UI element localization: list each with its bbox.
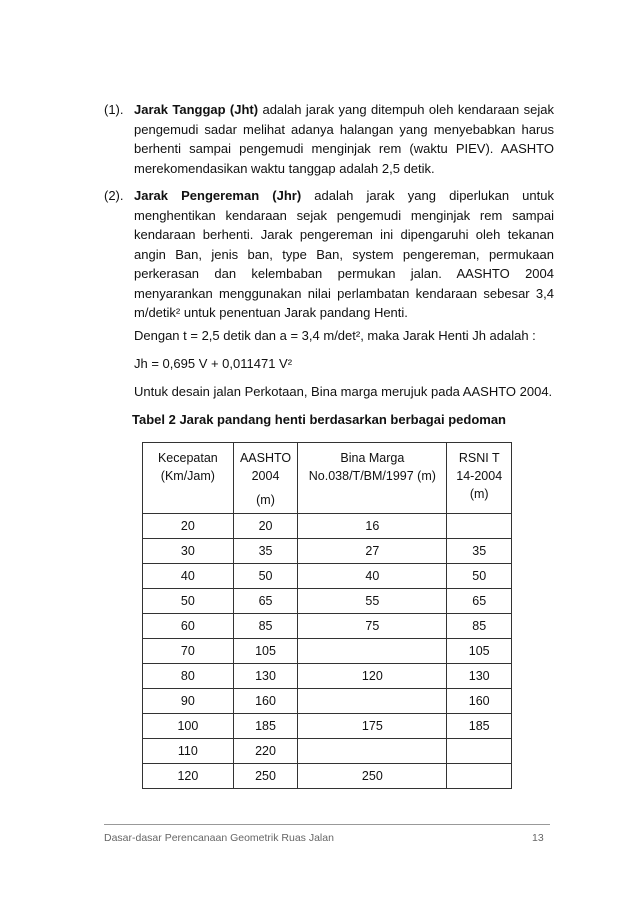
table-cell: 50	[447, 564, 512, 589]
table-row	[143, 639, 512, 664]
table-cell	[447, 514, 512, 539]
table-row	[143, 764, 512, 789]
footer-divider	[104, 824, 550, 825]
table-cell: 75	[298, 614, 447, 639]
table-cell: 50	[143, 589, 234, 614]
table-cell: 90	[143, 689, 234, 714]
table-cell: 65	[447, 589, 512, 614]
term: Jarak Pengereman (Jhr)	[134, 188, 302, 203]
table-cell: 85	[447, 614, 512, 639]
table-cell	[447, 739, 512, 764]
stopping-distance-table	[142, 442, 512, 789]
table-cell: 16	[298, 514, 447, 539]
list-item-jarak-pengereman	[104, 186, 554, 323]
page-number: 13	[532, 832, 544, 844]
table-row	[143, 539, 512, 564]
table-row	[143, 564, 512, 589]
table-cell: 120	[143, 764, 234, 789]
table-header-row	[143, 443, 512, 514]
table-cell: 130	[447, 664, 512, 689]
table-cell: 55	[298, 589, 447, 614]
term: Jarak Tanggap (Jht)	[134, 102, 259, 117]
table-cell: 20	[143, 514, 234, 539]
table-cell: 110	[143, 739, 234, 764]
table-cell: 50	[233, 564, 298, 589]
given-paragraph: Dengan t = 2,5 detik dan a = 3,4 m/det², maka Jarak Henti Jh adalah :	[134, 328, 536, 343]
table-cell: 40	[143, 564, 234, 589]
table-row	[143, 739, 512, 764]
table-cell: 105	[233, 639, 298, 664]
table-cell: 35	[447, 539, 512, 564]
table-row	[143, 589, 512, 614]
table-row	[143, 514, 512, 539]
table-cell: 27	[298, 539, 447, 564]
table-cell: 100	[143, 714, 234, 739]
table-caption: Tabel 2 Jarak pandang henti berdasarkan berbagai pedoman	[132, 412, 506, 427]
table-row	[143, 664, 512, 689]
table-cell: 120	[298, 664, 447, 689]
header-kecepatan: Kecepatan (Km/Jam)	[143, 443, 234, 514]
table-cell: 250	[298, 764, 447, 789]
formula-paragraph: Jh = 0,695 V + 0,011471 V²	[134, 356, 293, 371]
table-cell: 40	[298, 564, 447, 589]
list-number: (1).	[104, 102, 124, 117]
list-item-jarak-tanggap	[104, 100, 554, 178]
header-aashto: AASHTO 2004 (m)	[233, 443, 298, 514]
table-cell: 30	[143, 539, 234, 564]
table-cell: 70	[143, 639, 234, 664]
table-cell: 85	[233, 614, 298, 639]
list-item-text	[134, 100, 554, 178]
table-cell: 60	[143, 614, 234, 639]
table-cell: 160	[233, 689, 298, 714]
header-bina-marga: Bina Marga No.038/T/BM/1997 (m)	[298, 443, 447, 514]
table-cell	[447, 764, 512, 789]
table-row	[143, 689, 512, 714]
table-cell: 20	[233, 514, 298, 539]
definition: adalah jarak yang ditempuh oleh kendaraan sejak pengemudi sadar melihat adanya halangan yang menyebabkan harus berhenti sampai pengemudi menginjak rem (waktu PIEV). AASHTO merekomendasikan waktu tanggap adalah 2,5 detik.	[134, 102, 554, 176]
table-cell: 175	[298, 714, 447, 739]
table-cell: 130	[233, 664, 298, 689]
table-cell: 65	[233, 589, 298, 614]
table-cell	[298, 739, 447, 764]
table-cell	[298, 639, 447, 664]
list-item-text	[134, 186, 554, 323]
list-number: (2).	[104, 188, 124, 203]
table-cell: 185	[447, 714, 512, 739]
table-row	[143, 714, 512, 739]
footer-title: Dasar-dasar Perencanaan Geometrik Ruas Jalan	[104, 832, 334, 844]
table-cell: 105	[447, 639, 512, 664]
definition: adalah jarak yang diperlukan untuk menghentikan kendaraan sejak pengemudi menginjak rem sampai kendaraan berhenti. Jarak pengereman ini dipengaruhi oleh tekanan angin Ban, jenis ban, type Ban, system pengereman, permukaan perkerasan dan kelembaban permukan jalan. AASHTO 2004 menyarankan menggunakan nilai perlambatan kendaraan sebesar 3,4 m/detik² untuk penentuan Jarak pandang Henti.	[134, 188, 554, 320]
table-cell: 250	[233, 764, 298, 789]
table-cell: 80	[143, 664, 234, 689]
table-cell: 185	[233, 714, 298, 739]
table-row	[143, 614, 512, 639]
table-cell	[298, 689, 447, 714]
table-cell: 220	[233, 739, 298, 764]
header-rsni: RSNI T 14-2004 (m)	[447, 443, 512, 514]
table-cell: 35	[233, 539, 298, 564]
table-cell: 160	[447, 689, 512, 714]
note-paragraph: Untuk desain jalan Perkotaan, Bina marga merujuk pada AASHTO 2004.	[134, 384, 553, 399]
